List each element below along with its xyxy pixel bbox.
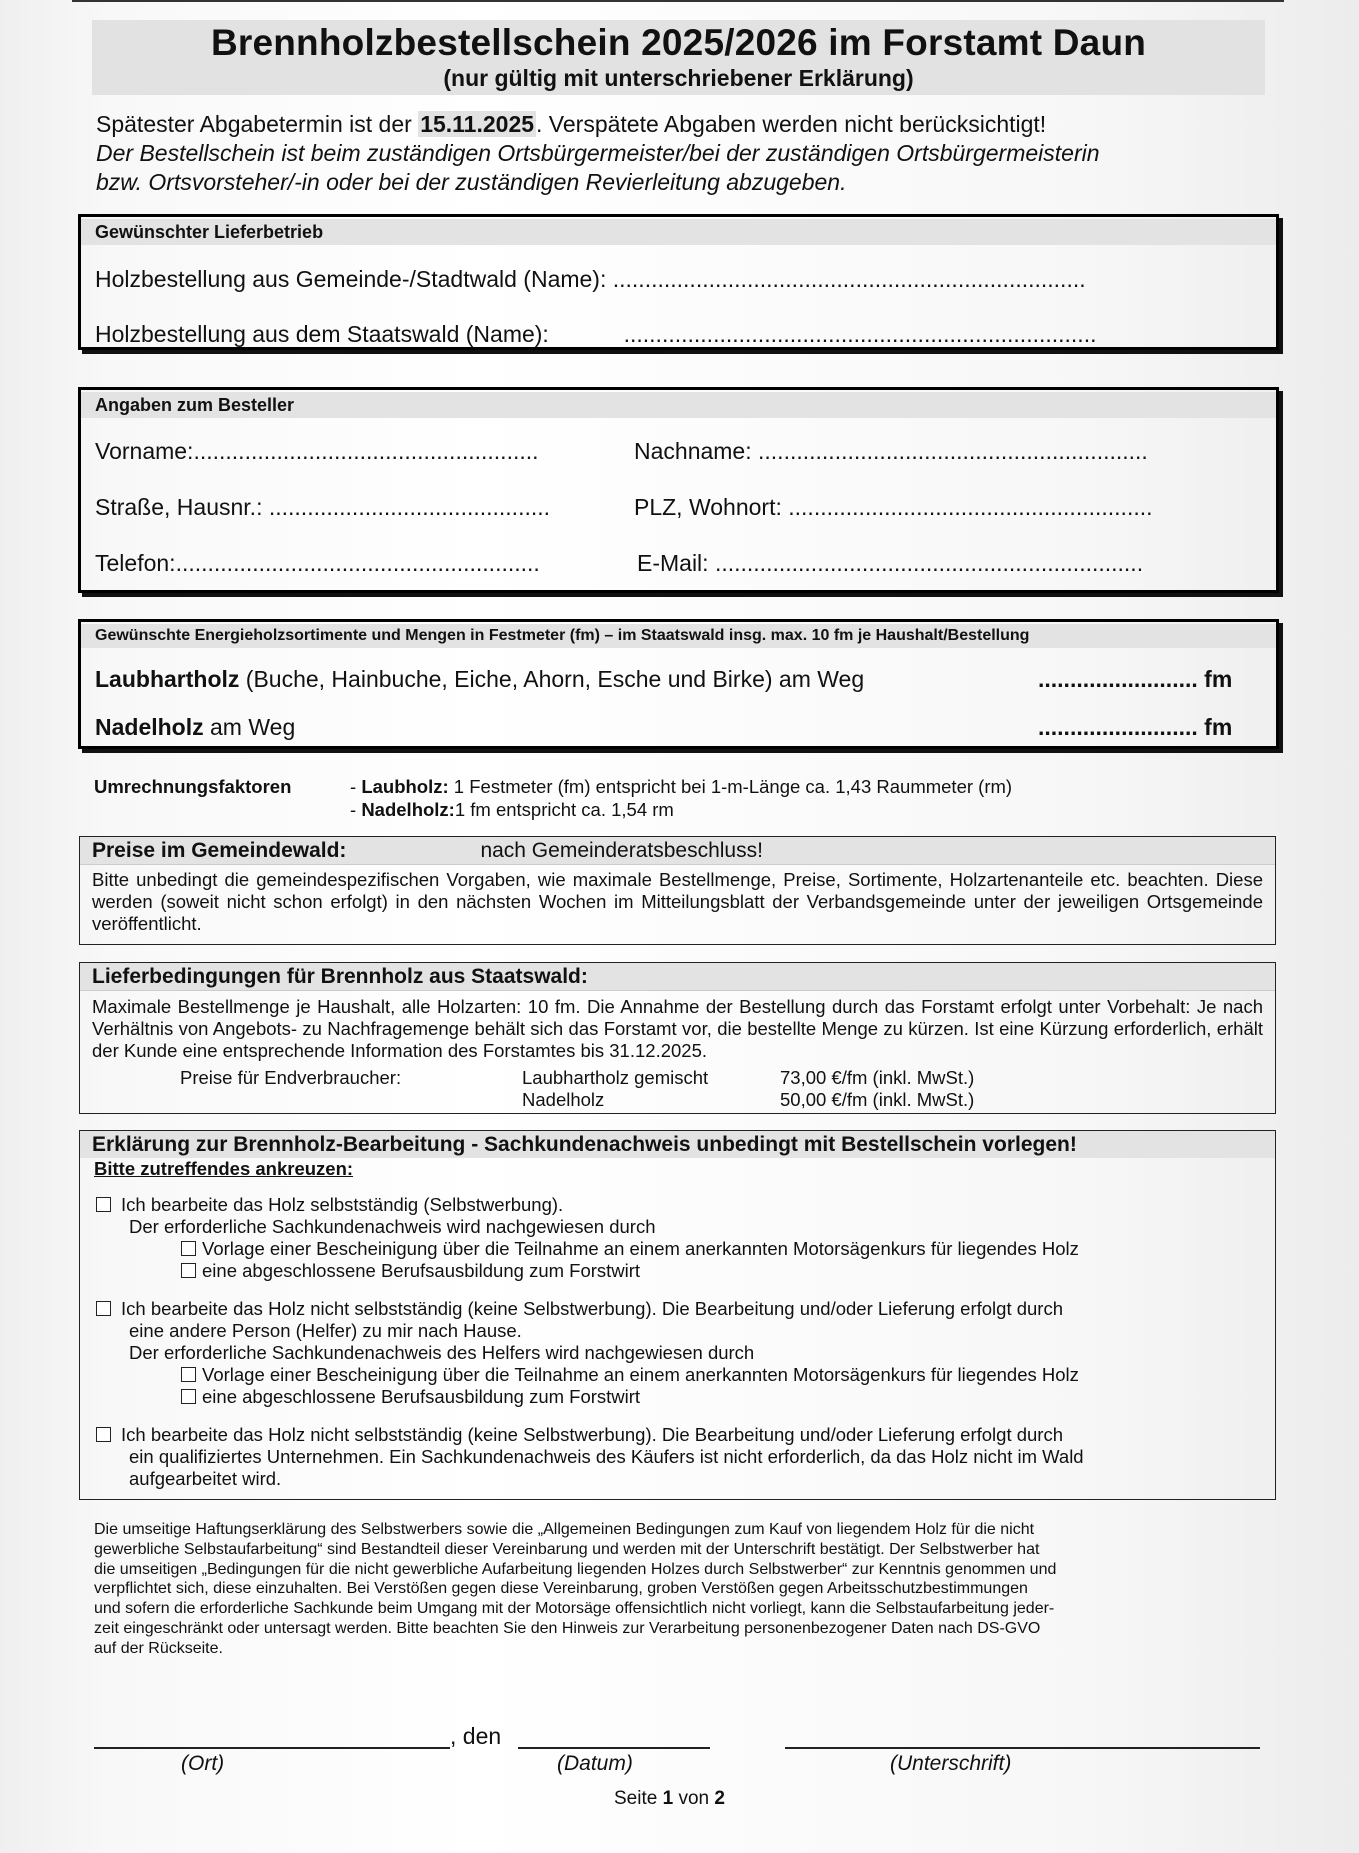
gemeindewald-label: Holzbestellung aus Gemeinde-/Stadtwald (Name): bbox=[95, 266, 607, 292]
price-value-1: 73,00 €/fm (inkl. MwSt.) bbox=[780, 1067, 975, 1088]
gemeindewald-section bbox=[79, 836, 1276, 945]
option-2-checkbox[interactable] bbox=[96, 1301, 111, 1316]
option-2-line-2: eine andere Person (Helfer) zu mir nach Hause. bbox=[129, 1320, 522, 1341]
page-title: Brennholzbestellschein 2025/2026 im Forstamt Daun bbox=[210, 22, 1147, 63]
page-mid: von bbox=[673, 1788, 715, 1809]
disclaimer-line: zeit eingeschränkt oder untersagt werden. Bitte beachten Sie den Hinweis zur Verarbeitung personenbezogener Daten nach DS-GVO bbox=[94, 1619, 1041, 1637]
nadelholz-quantity-field[interactable]: ......................... fm bbox=[1038, 714, 1233, 740]
disclaimer-line: und sofern die erforderliche Sachkunde beim Umgang mit der Motorsäge offensichtlich nicht vorliegt, kann die Selbstaufarbeitung jeder- bbox=[94, 1600, 1055, 1618]
page-prefix: Seite bbox=[614, 1788, 663, 1809]
staatswald-label: Holzbestellung aus dem Staatswald (Name): bbox=[95, 321, 549, 347]
option-1-sub-1 bbox=[181, 1238, 1079, 1260]
sortimente-section bbox=[78, 619, 1279, 749]
option-1-sub-2 bbox=[181, 1260, 640, 1282]
option-2-line-1: Ich bearbeite das Holz nicht selbstständig (keine Selbstwerbung). Die Bearbeitung und/oder Lieferung erfolgt durch bbox=[121, 1298, 1064, 1319]
ort-label: (Ort) bbox=[181, 1752, 225, 1775]
staatswald-input-dots[interactable]: .......................................................................... bbox=[623, 321, 1097, 347]
deadline-date: 15.11.2025 bbox=[420, 111, 535, 137]
staatswald-field[interactable] bbox=[95, 321, 1096, 348]
disclaimer-line: verpflichtet sich, diese einzuhalten. Bei Verstößen gegen diese Vereinbarung, groben Verstößen gegen Arbeitsschutzbestimmungen bbox=[94, 1580, 1028, 1598]
besteller-heading: Angaben zum Besteller bbox=[81, 392, 1276, 418]
page-number bbox=[614, 1788, 725, 1810]
option-2-line-3: Der erforderliche Sachkundenachweis des Helfers wird nachgewiesen durch bbox=[129, 1342, 755, 1363]
gemeindewald-heading bbox=[80, 837, 1275, 865]
vorname-label: Vorname: bbox=[95, 438, 194, 464]
umrechnung-lines bbox=[350, 775, 1012, 821]
option-1-sub-2-checkbox[interactable] bbox=[181, 1263, 196, 1278]
staatswald-heading: Lieferbedingungen für Brennholz aus Staatswald: bbox=[80, 963, 1275, 991]
besteller-section bbox=[78, 387, 1279, 593]
ort-signature-line[interactable] bbox=[94, 1747, 450, 1749]
erklaerung-heading: Erklärung zur Brennholz-Bearbeitung - Sachkundenachweis unbedingt mit Bestellschein vorlegen! bbox=[80, 1131, 1275, 1158]
sortimente-heading: Gewünschte Energieholzsortimente und Mengen in Festmeter (fm) – im Staatswald insg. max. 10 fm je Haushalt/Bestellung bbox=[81, 624, 1276, 648]
option-1-sub-2-label: eine abgeschlossene Berufsausbildung zum Forstwirt bbox=[202, 1260, 641, 1281]
option-1-sub-1-label: Vorlage einer Bescheinigung über die Teilnahme an einem anerkannten Motorsägenkurs für liegendes Holz bbox=[202, 1238, 1079, 1259]
umrechnung-laubholz: - Laubholz: 1 Festmeter (fm) entspricht bei 1-m-Länge ca. 1,43 Raummeter (rm) bbox=[350, 776, 1013, 797]
nachname-label: Nachname: bbox=[634, 438, 752, 464]
gemeindewald-heading-value: nach Gemeinderatsbeschluss! bbox=[480, 839, 763, 862]
gemeindewald-input-dots[interactable]: .......................................................................... bbox=[612, 266, 1086, 292]
unterschrift-signature-line[interactable] bbox=[785, 1747, 1260, 1749]
telefon-label: Telefon: bbox=[95, 550, 176, 576]
laubhartholz-quantity-field[interactable]: ......................... fm bbox=[1038, 666, 1233, 692]
disclaimer-text bbox=[94, 1520, 1056, 1659]
unterschrift-label: (Unterschrift) bbox=[890, 1752, 1012, 1775]
option-3-line-1: Ich bearbeite das Holz nicht selbstständig (keine Selbstwerbung). Die Bearbeitung und/oder Lieferung erfolgt durch bbox=[121, 1424, 1064, 1445]
submission-note-1: Der Bestellschein ist beim zuständigen Ortsbürgermeister/bei der zuständigen Ortsbürgermeisterin bbox=[96, 140, 1100, 166]
plz-wohnort-field[interactable]: PLZ, Wohnort: ......................................................... bbox=[634, 494, 1153, 520]
option-1-sub-1-checkbox[interactable] bbox=[181, 1241, 196, 1256]
submission-note-2: bzw. Ortsvorsteher/-in oder bei der zuständigen Revierleitung abzugeben. bbox=[96, 169, 847, 195]
email-label: E-Mail: bbox=[637, 550, 709, 576]
price-wood-2: Nadelholz bbox=[522, 1089, 605, 1110]
nadelholz-name: Nadelholz bbox=[95, 714, 204, 740]
laubhartholz-name: Laubhartholz bbox=[95, 666, 240, 692]
page-top-rule bbox=[72, 0, 1284, 2]
disclaimer-line: auf der Rückseite. bbox=[94, 1639, 223, 1657]
lieferbetrieb-section bbox=[78, 214, 1279, 350]
deadline-prefix: Spätester Abgabetermin ist der bbox=[96, 111, 419, 137]
nadelholz-row bbox=[95, 714, 295, 741]
gemeindewald-heading-label: Preise im Gemeindewald: bbox=[92, 839, 347, 862]
vorname-field[interactable]: Vorname:...................................................... bbox=[95, 438, 539, 464]
nadelholz-unit: fm bbox=[1204, 714, 1233, 740]
option-2-sub-1-checkbox[interactable] bbox=[181, 1367, 196, 1382]
datum-signature-line[interactable] bbox=[518, 1747, 710, 1749]
option-3-line-2: ein qualifiziertes Unternehmen. Ein Sachkundenachweis des Käufers ist nicht erforderlich, da das Holz nicht im Wald bbox=[129, 1446, 1084, 1467]
endverbraucher-price-label: Preise für Endverbraucher: bbox=[180, 1067, 402, 1088]
lieferbetrieb-heading: Gewünschter Lieferbetrieb bbox=[81, 219, 1276, 245]
den-text: , den bbox=[450, 1723, 502, 1749]
option-2-sub-2-checkbox[interactable] bbox=[181, 1389, 196, 1404]
option-2-sub-2 bbox=[181, 1386, 640, 1408]
page-current: 1 bbox=[662, 1788, 674, 1809]
laubhartholz-detail: (Buche, Hainbuche, Eiche, Ahorn, Esche und Birke) am Weg bbox=[239, 666, 865, 692]
option-1 bbox=[96, 1194, 563, 1216]
deadline-line bbox=[96, 110, 1276, 139]
telefon-field[interactable]: Telefon:......................................................... bbox=[95, 550, 540, 576]
disclaimer-line: Die umseitige Haftungserklärung des Selbstwerbers sowie die „Allgemeinen Bedingungen zum Kauf von liegendem Holz für die nicht bbox=[94, 1521, 1035, 1538]
gemeindewald-field[interactable] bbox=[95, 266, 1086, 293]
option-3-checkbox[interactable] bbox=[96, 1427, 111, 1442]
staatswald-body: Maximale Bestellmenge je Haushalt, alle Holzarten: 10 fm. Die Annahme der Bestellung durch das Forstamt erfolgt unter Vorbehalt: Je nach Verhältnis von Angebots- zu Nachfragemenge behält sich das Forstamt vor, die bestellte Menge zu kürzen. Ist eine Kürzung erforderlich, erhält der Kunde eine entsprechende Information des Forstamtes bis 31.12.2025. bbox=[92, 996, 1263, 1061]
option-1-line-2: Der erforderliche Sachkundenachweis wird nachgewiesen durch bbox=[129, 1216, 656, 1237]
option-2 bbox=[96, 1298, 1063, 1320]
option-1-checkbox[interactable] bbox=[96, 1197, 111, 1212]
price-wood-1: Laubhartholz gemischt bbox=[522, 1067, 709, 1088]
strasse-field[interactable]: Straße, Hausnr.: ............................................ bbox=[95, 494, 551, 520]
erklaerung-instruction: Bitte zutreffendes ankreuzen: bbox=[94, 1158, 354, 1179]
intro-text bbox=[96, 110, 1276, 197]
option-1-line-1: Ich bearbeite das Holz selbstständig (Selbstwerbung). bbox=[121, 1194, 564, 1215]
datum-label: (Datum) bbox=[557, 1752, 633, 1775]
price-value-2: 50,00 €/fm (inkl. MwSt.) bbox=[780, 1089, 975, 1110]
umrechnung-label: Umrechnungsfaktoren bbox=[94, 776, 292, 797]
title-banner bbox=[92, 20, 1265, 95]
nadelholz-detail: am Weg bbox=[203, 714, 296, 740]
laubhartholz-row bbox=[95, 666, 864, 693]
gemeindewald-body: Bitte unbedingt die gemeindespezifischen Vorgaben, wie maximale Bestellmenge, Preise, Sortimente, Holzartenanteile etc. beachten. Diese werden (soweit nicht schon erfolgt) in den nächsten Wochen im Mitteilungsblatt der Verbandsgemeinde unter der jeweiligen Ortsgemeinde veröffentlicht. bbox=[92, 869, 1263, 934]
option-2-sub-2-label: eine abgeschlossene Berufsausbildung zum Forstwirt bbox=[202, 1386, 641, 1407]
umrechnung-nadelholz: - Nadelholz:1 fm entspricht ca. 1,54 rm bbox=[350, 799, 674, 820]
option-2-sub-1-label: Vorlage einer Bescheinigung über die Teilnahme an einem anerkannten Motorsägenkurs für liegendes Holz bbox=[202, 1364, 1079, 1385]
strasse-label: Straße, Hausnr.: bbox=[95, 494, 263, 520]
deadline-suffix: . Verspätete Abgaben werden nicht berücksichtigt! bbox=[536, 111, 1047, 137]
option-3-line-3: aufgearbeitet wird. bbox=[129, 1468, 282, 1489]
option-3 bbox=[96, 1424, 1063, 1446]
disclaimer-line: gewerbliche Selbstaufarbeitung“ sind Bestandteil dieser Vereinbarung und werden mit der Unterschrift bestätigt. Der Selbstwerber hat bbox=[94, 1540, 1040, 1558]
option-2-sub-1 bbox=[181, 1364, 1079, 1386]
laubhartholz-unit: fm bbox=[1204, 666, 1233, 692]
page-subtitle: (nur gültig mit unterschriebener Erklärung) bbox=[443, 65, 914, 91]
erklaerung-section bbox=[79, 1130, 1276, 1500]
disclaimer-line: die umseitigen „Bedingungen für die nicht gewerbliche Aufarbeitung liegenden Holzes durch Selbstwerber“ zur Kenntnis genommen und bbox=[94, 1560, 1057, 1578]
plz-wohnort-label: PLZ, Wohnort: bbox=[634, 494, 782, 520]
nachname-field[interactable]: Nachname: ............................................................. bbox=[634, 438, 1148, 464]
page-total: 2 bbox=[714, 1788, 725, 1809]
staatswald-section bbox=[79, 962, 1276, 1114]
email-field[interactable]: E-Mail: ................................................................... bbox=[637, 550, 1144, 576]
